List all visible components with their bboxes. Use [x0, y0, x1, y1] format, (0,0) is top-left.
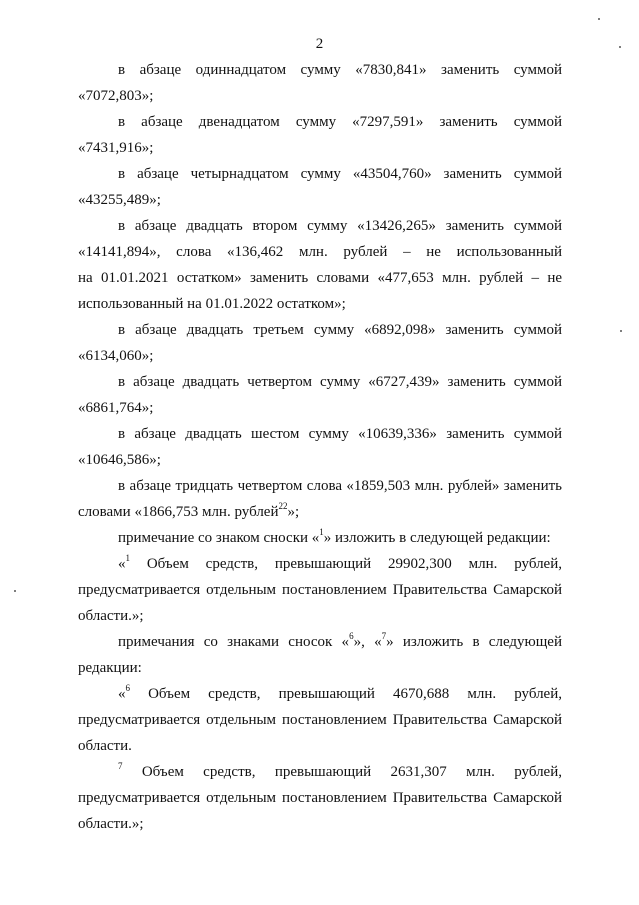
text-line: в абзаце двадцать четвертом сумму «6727,439» заменить суммой: [118, 374, 562, 390]
footnote-mark: 6: [125, 683, 130, 693]
text-line: «7431,916»;: [78, 140, 154, 156]
text-fragment: » изложить в следующей: [386, 634, 562, 650]
document-body: [78, 57, 562, 837]
text-line: «14141,894», слова «136,462 млн. рублей – не использованный: [78, 244, 562, 260]
text-line: [78, 525, 562, 551]
text-line: в абзаце четырнадцатом сумму «43504,760» заменить суммой: [118, 166, 562, 182]
text-line: использованный на 01.01.2022 остатком»;: [78, 296, 346, 312]
footnote-mark: 1: [125, 553, 130, 563]
text-line: предусматривается отдельным постановлением Правительства Самарской: [78, 712, 562, 728]
text-line: области.: [78, 738, 132, 754]
text-line: «6861,764»;: [78, 400, 154, 416]
text-fragment: Объем средств, превышающий 2631,307 млн. рублей,: [122, 764, 562, 780]
footnote-mark: 7: [381, 631, 387, 641]
text-line: в абзаце двадцать шестом сумму «10639,336» заменить суммой: [118, 426, 562, 442]
text-line: «10646,586»;: [78, 452, 161, 468]
text-line: в абзаце тридцать четвертом слова «1859,503 млн. рублей» заменить: [118, 478, 562, 494]
footnote-mark: 22: [278, 501, 288, 511]
text-line: на 01.01.2021 остатком» заменить словами «477,653 млн. рублей – не: [78, 270, 562, 286]
text-line: в абзаце двадцать втором сумму «13426,265» заменить суммой: [118, 218, 562, 234]
text-fragment: «: [118, 556, 126, 572]
text-line: [78, 551, 562, 577]
text-line: в абзаце двенадцатом сумму «7297,591» заменить суммой: [118, 114, 562, 130]
text-fragment: примечания со знаками сносок «: [118, 634, 350, 650]
text-fragment: «: [118, 686, 126, 702]
text-line: предусматривается отдельным постановлением Правительства Самарской: [78, 790, 562, 806]
scan-speck: [14, 590, 16, 592]
text-line: [78, 499, 562, 525]
scan-speck: [620, 330, 622, 332]
text-line: редакции:: [78, 660, 142, 676]
text-fragment: примечание со знаком сноски «: [118, 530, 320, 546]
footnote-mark: 7: [118, 761, 123, 771]
text-fragment: Объем средств, превышающий 29902,300 млн. рублей,: [130, 556, 562, 572]
text-line: [78, 681, 562, 707]
scan-speck: [598, 18, 600, 20]
footnote-mark: 6: [349, 631, 354, 641]
text-line: «6134,060»;: [78, 348, 154, 364]
text-line: «7072,803»;: [78, 88, 154, 104]
text-line: предусматривается отдельным постановлением Правительства Самарской: [78, 582, 562, 598]
text-line: [78, 629, 562, 655]
text-fragment: Объем средств, превышающий 4670,688 млн. рублей,: [130, 686, 562, 702]
text-fragment: словами «1866,753 млн. рублей: [78, 504, 279, 520]
text-fragment: », «: [353, 634, 382, 650]
text-line: в абзаце одиннадцатом сумму «7830,841» заменить суммой: [118, 62, 562, 78]
text-fragment: »;: [287, 504, 300, 520]
text-line: [78, 759, 562, 785]
text-line: области.»;: [78, 608, 144, 624]
text-line: области.»;: [78, 816, 144, 832]
text-line: в абзаце двадцать третьем сумму «6892,098» заменить суммой: [118, 322, 562, 338]
text-fragment: » изложить в следующей редакции:: [323, 530, 551, 546]
footnote-mark: 1: [319, 527, 324, 537]
page-number: 2: [315, 36, 324, 52]
text-line: «43255,489»;: [78, 192, 161, 208]
